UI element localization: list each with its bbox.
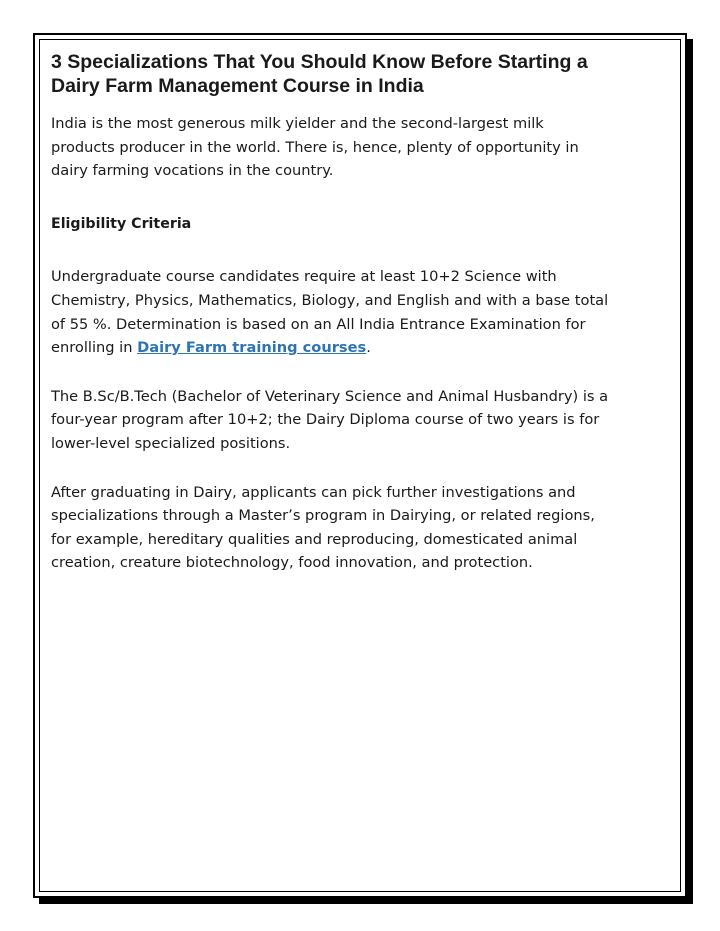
intro-paragraph: India is the most generous milk yielder and the second-largest milk products producer in the world. There is, hence, plenty of opportunity in dairy farming vocations in the country. bbox=[51, 115, 579, 180]
section-heading: Eligibility Criteria bbox=[51, 215, 192, 232]
document-content bbox=[51, 50, 611, 600]
further-studies-paragraph: After graduating in Dairy, applicants can pick further investigations and specializations through a Master’s program in Dairying, or related regions, for example, hereditary qualities and reproducing, domesticated animal creation, creature biotechnology, food innovation, and protection. bbox=[51, 483, 595, 572]
eligibility-text: Undergraduate course candidates require at least 10+2 Science with Chemistry, Physics, Mathematics, Biology, and English and with a base total of 55 %. Determination is based on an All India Entrance Examination for enrolling in bbox=[51, 268, 609, 357]
dairy-farm-courses-link[interactable]: Dairy Farm training courses bbox=[137, 339, 367, 357]
eligibility-period: . bbox=[366, 339, 371, 357]
document-title: 3 Specializations That You Should Know Before Starting a Dairy Farm Management Course in India bbox=[51, 51, 588, 97]
eligibility-paragraph bbox=[51, 265, 611, 359]
program-paragraph: The B.Sc/B.Tech (Bachelor of Veterinary Science and Animal Husbandry) is a four-year program after 10+2; the Dairy Diploma course of two years is for lower-level specialized positions. bbox=[51, 387, 609, 452]
